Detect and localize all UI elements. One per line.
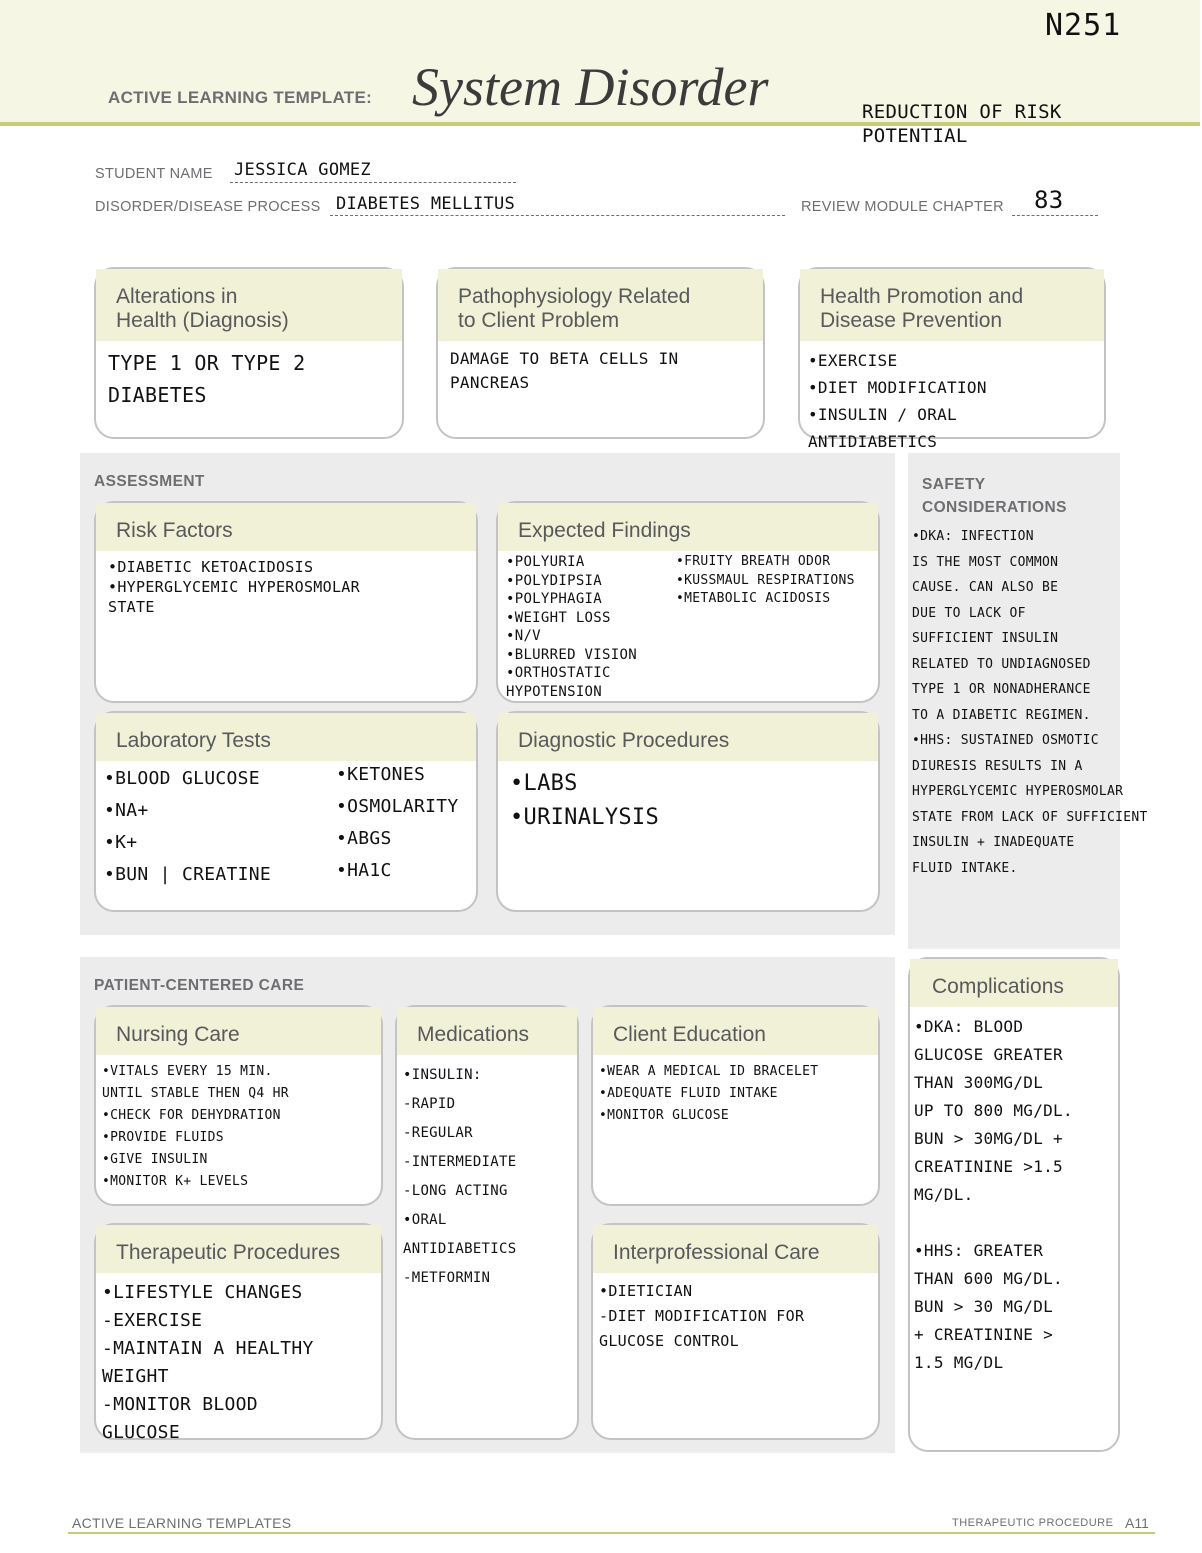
therapeutic-procedures-content[interactable]: •LIFESTYLE CHANGES -EXERCISE -MAINTAIN A HEALTHY WEIGHT -MONITOR BLOOD GLUCOSE [102, 1282, 314, 1443]
page-title: System Disorder [412, 57, 769, 117]
nursing-care-content[interactable]: •VITALS EVERY 15 MIN. UNTIL STABLE THEN Q4 HR •CHECK FOR DEHYDRATION •PROVIDE FLUIDS •GIVE INSULIN •MONITOR K+ LEVELS [102, 1064, 289, 1189]
patient-care-title: PATIENT-CENTERED CARE [94, 977, 305, 994]
safety-title: SAFETY CONSIDERATIONS [922, 476, 1067, 516]
complications-content[interactable]: •DKA: BLOOD GLUCOSE GREATER THAN 300MG/DL UP TO 800 MG/DL. BUN > 30MG/DL + CREATININE >1.5 MG/DL. •HHS: GREATER THAN 600 MG/DL. BUN > 30 MG/DL + CREATININE > 1.5 MG/DL [914, 1017, 1073, 1372]
template-label: ACTIVE LEARNING TEMPLATE: [108, 88, 373, 107]
therapeutic-procedures-box [94, 1223, 383, 1443]
expected-findings-col1[interactable]: •POLYURIA •POLYDIPSIA •POLYPHAGIA •WEIGHT LOSS •N/V •BLURRED VISION •ORTHOSTATIC HYPOTENSION [506, 554, 637, 700]
expected-findings-title: Expected Findings [498, 503, 878, 551]
chapter-value[interactable]: 83 [1034, 186, 1064, 214]
diagnostic-procedures-title: Diagnostic Procedures [498, 713, 878, 761]
pathophysiology-box [436, 267, 765, 439]
pathophysiology-title: Pathophysiology Related to Client Problem [438, 269, 763, 341]
disorder-value[interactable]: DIABETES MELLITUS [336, 194, 516, 214]
health-promotion-box [798, 267, 1106, 451]
client-education-content[interactable]: •WEAR A MEDICAL ID BRACELET •ADEQUATE FLUID INTAKE •MONITOR GLUCOSE [599, 1064, 819, 1123]
footer-left: ACTIVE LEARNING TEMPLATES [72, 1515, 292, 1531]
complications-box [908, 957, 1120, 1452]
category-note: REDUCTION OF RISK POTENTIAL [862, 101, 1062, 147]
footer-section: THERAPEUTIC PROCEDURE [952, 1517, 1114, 1529]
course-code: N251 [1045, 8, 1122, 43]
expected-findings-box [496, 501, 880, 703]
medications-box [395, 1005, 579, 1440]
laboratory-tests-col1[interactable]: •BLOOD GLUCOSE •NA+ •K+ •BUN | CREATINE [104, 768, 272, 885]
interprofessional-care-title: Interprofessional Care [593, 1225, 878, 1273]
client-education-box [591, 1005, 880, 1206]
student-name-value[interactable]: JESSICA GOMEZ [234, 160, 371, 180]
interprofessional-care-box [591, 1223, 880, 1440]
health-promotion-content[interactable]: •EXERCISE •DIET MODIFICATION •INSULIN / ORAL ANTIDIABETICS [808, 351, 987, 451]
footer-divider [68, 1532, 1155, 1534]
nursing-care-title: Nursing Care [96, 1007, 381, 1055]
interprofessional-care-content[interactable]: •DIETICIAN -DIET MODIFICATION FOR GLUCOSE CONTROL [599, 1282, 805, 1350]
complications-title: Complications [910, 959, 1118, 1007]
chapter-label: REVIEW MODULE CHAPTER [801, 199, 1004, 215]
expected-findings-col2[interactable]: •FRUITY BREATH ODOR •KUSSMAUL RESPIRATIONS •METABOLIC ACIDOSIS [676, 554, 855, 606]
risk-factors-content[interactable]: •DIABETIC KETOACIDOSIS •HYPERGLYCEMIC HYPEROSMOLAR STATE [108, 558, 360, 616]
safety-content[interactable]: •DKA: INFECTION IS THE MOST COMMON CAUSE. CAN ALSO BE DUE TO LACK OF SUFFICIENT INSULIN RELATED TO UNDIAGNOSED TYPE 1 OR NONADHERANCE TO A DIABETIC REGIMEN. •HHS: SUSTAINED OSMOTIC DIURESIS RESULTS IN A HYPERGLYCEMIC HYPEROSMOLAR STATE FROM LACK OF SUFFICIENT INSULIN + INADEQUATE FLUID INTAKE. [912, 529, 1148, 876]
student-name-line [230, 182, 516, 183]
alterations-box [94, 267, 404, 439]
page-number: A11 [1125, 1515, 1149, 1531]
nursing-care-box [94, 1005, 383, 1206]
alterations-content[interactable]: TYPE 1 OR TYPE 2 DIABETES [108, 351, 306, 407]
pathophysiology-content[interactable]: DAMAGE TO BETA CELLS IN PANCREAS [450, 349, 679, 392]
risk-factors-title: Risk Factors [96, 503, 476, 551]
alterations-title: Alterations in Health (Diagnosis) [96, 269, 402, 341]
laboratory-tests-box [94, 711, 478, 912]
diagnostic-procedures-box [496, 711, 880, 912]
assessment-title: ASSESSMENT [94, 473, 205, 490]
health-promotion-title: Health Promotion and Disease Prevention [800, 269, 1104, 341]
disorder-line [330, 215, 785, 216]
therapeutic-procedures-title: Therapeutic Procedures [96, 1225, 381, 1273]
medications-title: Medications [397, 1007, 577, 1055]
disorder-label: DISORDER/DISEASE PROCESS [95, 199, 321, 215]
student-name-label: STUDENT NAME [95, 166, 213, 182]
risk-factors-box [94, 501, 478, 703]
medications-content[interactable]: •INSULIN: -RAPID -REGULAR -INTERMEDIATE -LONG ACTING •ORAL ANTIDIABETICS -METFORMIN [403, 1067, 517, 1286]
diagnostic-procedures-content[interactable]: •LABS •URINALYSIS [510, 771, 659, 830]
chapter-line [1012, 215, 1098, 216]
laboratory-tests-col2[interactable]: •KETONES •OSMOLARITY •ABGS •HA1C [336, 764, 459, 881]
client-education-title: Client Education [593, 1007, 878, 1055]
laboratory-tests-title: Laboratory Tests [96, 713, 476, 761]
